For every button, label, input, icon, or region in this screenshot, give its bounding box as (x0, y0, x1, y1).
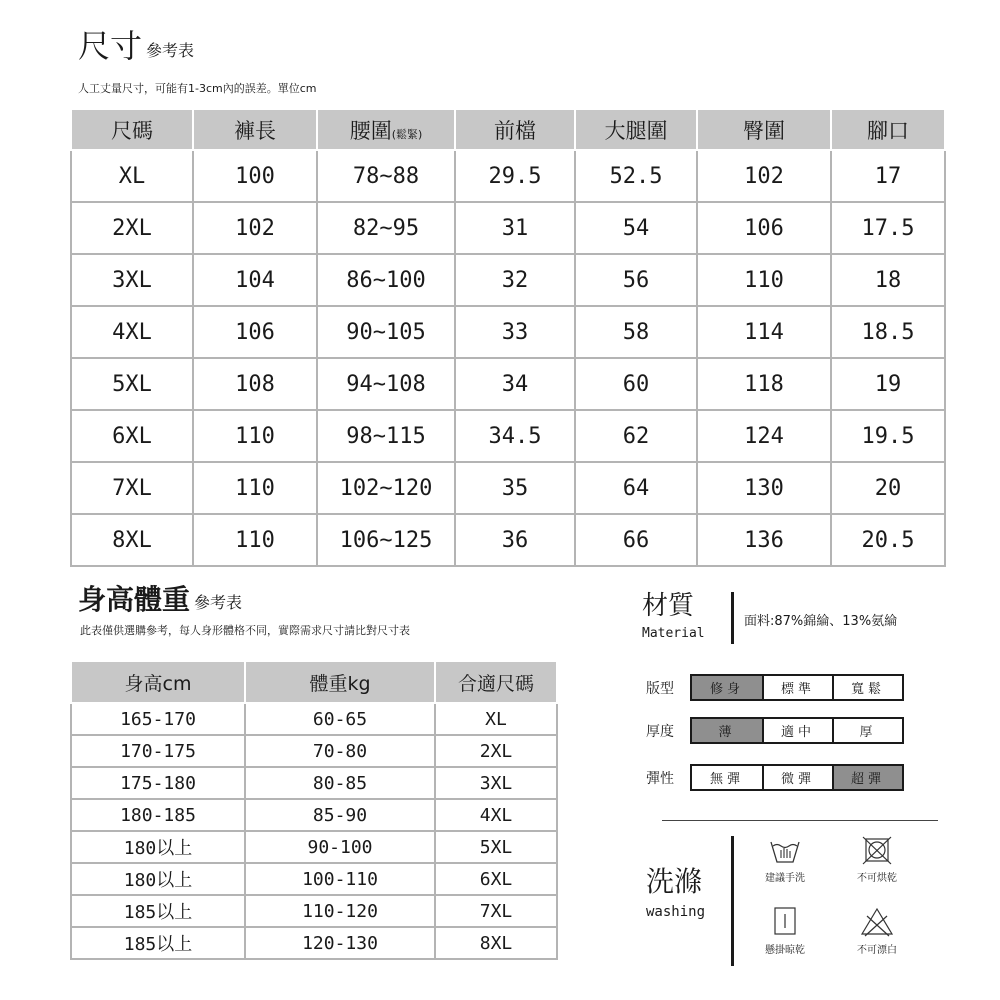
table-cell: 34.5 (455, 410, 575, 462)
table-row (71, 410, 945, 462)
attr-option: 寬鬆 (832, 676, 902, 699)
attr-option: 無彈 (709, 772, 744, 787)
table-cell: 20 (831, 462, 945, 514)
table-cell: 124 (697, 410, 831, 462)
table-cell: 102 (193, 202, 317, 254)
attr-option: 微彈 (762, 766, 832, 789)
size-chart-title-main: 尺寸 (78, 27, 143, 65)
care-hand-wash (745, 836, 825, 884)
height-weight-note: 此表僅供選購參考，每人身形體格不同，實際需求尺寸請比對尺寸表 (80, 624, 410, 637)
table-cell: 35 (455, 462, 575, 514)
attr-elasticity-row (646, 764, 904, 791)
attr-option: 標準 (762, 676, 832, 699)
table-cell: 7XL (435, 895, 557, 927)
table-cell: 4XL (435, 799, 557, 831)
table-cell: 82~95 (317, 202, 455, 254)
header-fit-size: 合適尺碼 (435, 661, 557, 703)
table-cell: 90~105 (317, 306, 455, 358)
table-cell: 102 (697, 150, 831, 202)
attr-label: 版型 (646, 680, 674, 697)
table-cell: 110 (193, 514, 317, 566)
table-cell: 19.5 (831, 410, 945, 462)
height-weight-title (78, 584, 242, 616)
table-cell: 180-185 (71, 799, 245, 831)
table-cell: 185以上 (71, 927, 245, 959)
table-row (71, 703, 557, 735)
table-cell: 118 (697, 358, 831, 410)
table-cell: 108 (193, 358, 317, 410)
table-row (71, 863, 557, 895)
table-cell: 36 (455, 514, 575, 566)
table-cell: 56 (575, 254, 697, 306)
washing-title-en: washing (646, 904, 706, 920)
size-chart-title (78, 28, 194, 64)
care-label: 建議手洗 (765, 873, 805, 884)
header-height: 身高cm (71, 661, 245, 703)
table-cell: XL (435, 703, 557, 735)
table-row (71, 462, 945, 514)
table-cell: 3XL (71, 254, 193, 306)
table-row (71, 358, 945, 410)
table-cell: 5XL (435, 831, 557, 863)
header-waist (317, 109, 455, 150)
table-cell: XL (71, 150, 193, 202)
table-cell: 6XL (435, 863, 557, 895)
table-cell: 106 (193, 306, 317, 358)
table-cell: 19 (831, 358, 945, 410)
attr-options (690, 717, 904, 744)
care-label: 懸掛晾乾 (765, 945, 805, 956)
attr-option: 厚 (832, 719, 902, 742)
attr-option-selected: 超彈 (832, 766, 902, 789)
height-weight-title-main: 身高體重 (78, 583, 191, 616)
table-cell: 2XL (71, 202, 193, 254)
header-rise: 前檔 (455, 109, 575, 150)
size-chart-title-sub: 參考表 (146, 41, 195, 60)
table-row (71, 202, 945, 254)
table-cell: 130 (697, 462, 831, 514)
table-cell: 85-90 (245, 799, 435, 831)
table-cell: 106~125 (317, 514, 455, 566)
header-hem: 腳口 (831, 109, 945, 150)
care-no-tumble-dry (837, 836, 917, 884)
table-cell: 29.5 (455, 150, 575, 202)
table-cell: 8XL (71, 514, 193, 566)
table-cell: 70-80 (245, 735, 435, 767)
washing-divider-vertical (731, 836, 734, 966)
table-cell: 58 (575, 306, 697, 358)
material-title: 材質 (642, 591, 695, 621)
table-row (71, 514, 945, 566)
table-cell: 17 (831, 150, 945, 202)
table-cell: 8XL (435, 927, 557, 959)
table-cell: 110-120 (245, 895, 435, 927)
table-cell: 170-175 (71, 735, 245, 767)
table-row (71, 895, 557, 927)
table-cell: 94~108 (317, 358, 455, 410)
size-chart-header-row (71, 109, 945, 150)
header-thigh: 大腿圍 (575, 109, 697, 150)
size-chart-table (70, 108, 946, 567)
header-waist-note: (鬆緊) (391, 127, 423, 141)
table-cell: 17.5 (831, 202, 945, 254)
hand-wash-icon (767, 836, 803, 866)
hang-dry-icon (767, 906, 803, 938)
table-cell: 20.5 (831, 514, 945, 566)
material-divider (731, 592, 734, 644)
table-cell: 4XL (71, 306, 193, 358)
fabric-composition: 面料:87%錦綸、13%氨綸 (744, 614, 898, 629)
table-row (71, 254, 945, 306)
table-cell: 185以上 (71, 895, 245, 927)
attr-options (690, 674, 904, 701)
table-cell: 33 (455, 306, 575, 358)
table-cell: 86~100 (317, 254, 455, 306)
care-hang-dry (745, 906, 825, 956)
table-cell: 66 (575, 514, 697, 566)
table-cell: 7XL (71, 462, 193, 514)
table-cell: 165-170 (71, 703, 245, 735)
table-cell: 110 (193, 410, 317, 462)
table-cell: 5XL (71, 358, 193, 410)
table-cell: 62 (575, 410, 697, 462)
height-weight-table (70, 660, 558, 960)
table-cell: 80-85 (245, 767, 435, 799)
material-title-en: Material (642, 626, 705, 641)
header-hip: 臀圍 (697, 109, 831, 150)
table-cell: 98~115 (317, 410, 455, 462)
table-row (71, 735, 557, 767)
table-cell: 2XL (435, 735, 557, 767)
washing-divider-horizontal (662, 820, 938, 821)
height-weight-header-row (71, 661, 557, 703)
table-cell: 100 (193, 150, 317, 202)
washing-title: 洗滌 (646, 865, 703, 898)
table-cell: 106 (697, 202, 831, 254)
table-cell: 120-130 (245, 927, 435, 959)
table-cell: 90-100 (245, 831, 435, 863)
table-cell: 78~88 (317, 150, 455, 202)
table-row (71, 767, 557, 799)
care-label: 不可烘乾 (857, 873, 897, 884)
care-no-bleach (837, 906, 917, 956)
table-cell: 54 (575, 202, 697, 254)
attr-thickness-row (646, 717, 904, 744)
table-cell: 31 (455, 202, 575, 254)
attr-option-selected: 修身 (692, 676, 762, 699)
attr-label: 彈性 (646, 770, 674, 787)
table-cell: 32 (455, 254, 575, 306)
table-cell: 180以上 (71, 863, 245, 895)
table-row (71, 831, 557, 863)
header-waist-label: 腰圍 (349, 118, 392, 143)
attr-option-selected: 薄 (692, 719, 762, 742)
table-cell: 3XL (435, 767, 557, 799)
table-cell: 102~120 (317, 462, 455, 514)
table-cell: 60-65 (245, 703, 435, 735)
attr-label: 厚度 (646, 723, 674, 740)
table-cell: 18.5 (831, 306, 945, 358)
table-cell: 136 (697, 514, 831, 566)
attr-options (690, 764, 904, 791)
attr-fit-row (646, 674, 904, 701)
table-row (71, 306, 945, 358)
table-cell: 175-180 (71, 767, 245, 799)
table-cell: 34 (455, 358, 575, 410)
table-cell: 100-110 (245, 863, 435, 895)
table-row (71, 150, 945, 202)
header-size: 尺碼 (71, 109, 193, 150)
header-length: 褲長 (193, 109, 317, 150)
header-weight: 體重kg (245, 661, 435, 703)
table-cell: 52.5 (575, 150, 697, 202)
table-row (71, 927, 557, 959)
no-tumble-dry-icon (859, 836, 895, 866)
table-cell: 60 (575, 358, 697, 410)
care-label: 不可漂白 (857, 945, 897, 956)
no-bleach-icon (859, 906, 895, 938)
table-cell: 110 (193, 462, 317, 514)
table-cell: 64 (575, 462, 697, 514)
table-cell: 6XL (71, 410, 193, 462)
table-row (71, 799, 557, 831)
table-cell: 104 (193, 254, 317, 306)
height-weight-title-sub: 參考表 (194, 593, 243, 612)
table-cell: 180以上 (71, 831, 245, 863)
size-chart-note: 人工丈量尺寸，可能有1-3cm內的誤差。單位cm (78, 82, 317, 95)
table-cell: 110 (697, 254, 831, 306)
attr-option: 適中 (762, 719, 832, 742)
table-cell: 114 (697, 306, 831, 358)
table-cell: 18 (831, 254, 945, 306)
